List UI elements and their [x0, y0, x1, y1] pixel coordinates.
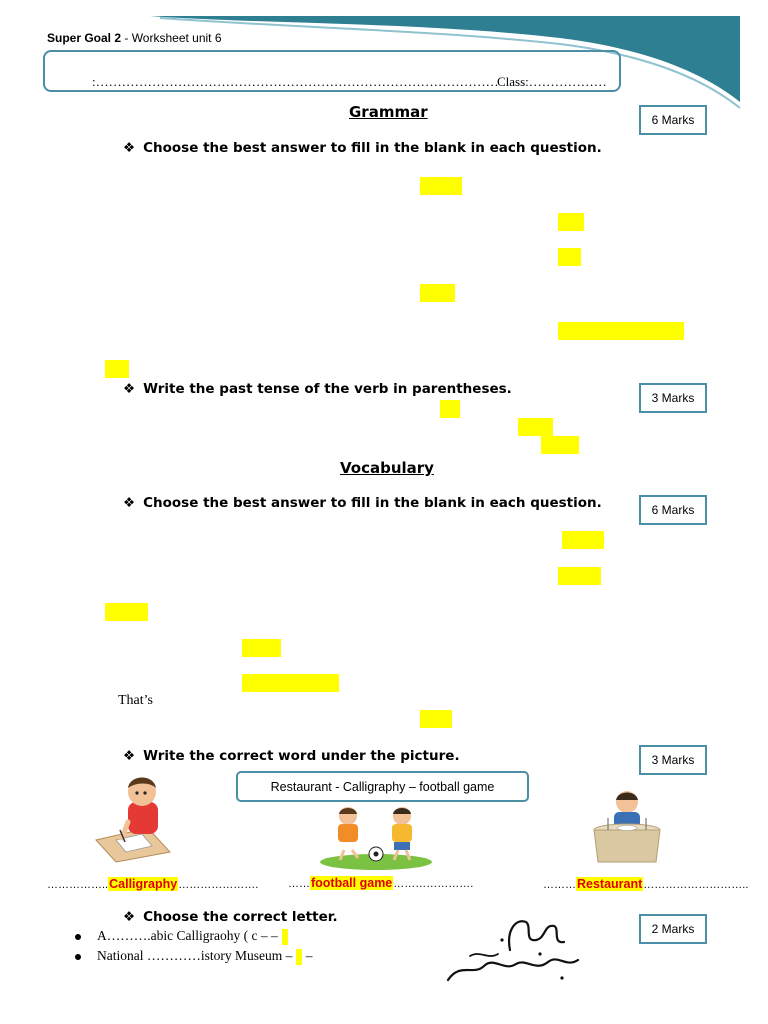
- answer-highlight: [420, 177, 462, 195]
- vocabulary-marks-badge: 6 Marks: [639, 495, 707, 525]
- answer-highlight: [541, 436, 579, 454]
- answer-word-calligraphy: Calligraphy: [109, 877, 178, 891]
- name-field[interactable]: :…………………………………………………………………………………: [92, 74, 499, 89]
- answer-highlight: [558, 248, 581, 266]
- answer-word-football-game: football game: [311, 876, 393, 890]
- diamond-bullet-icon: ❖: [123, 495, 136, 511]
- vocabulary-thats-text: That’s: [118, 693, 153, 708]
- list-item: National …………istory Museum – –: [75, 948, 313, 968]
- vocabulary-heading: Vocabulary: [340, 459, 434, 477]
- answer-highlight: [558, 567, 601, 585]
- bullet-dot-icon: [75, 934, 81, 940]
- kids-football-picture: [318, 806, 434, 870]
- bullet-dot-icon: [75, 954, 81, 960]
- past-tense-instruction: ❖ Write the past tense of the verb in parentheses.: [123, 381, 512, 397]
- answer-line-2: ……football game………………….: [288, 876, 474, 890]
- answer-word-restaurant: Restaurant: [577, 877, 643, 891]
- grammar-marks-badge: 6 Marks: [639, 105, 707, 135]
- answer-highlight: [242, 639, 281, 657]
- answer-highlight: [440, 400, 460, 418]
- answer-highlight: [282, 929, 288, 945]
- class-field[interactable]: Class:………………: [497, 74, 607, 89]
- vocabulary-instruction: ❖ Choose the best answer to fill in the blank in each question.: [123, 495, 602, 511]
- diamond-bullet-icon: ❖: [123, 381, 136, 397]
- grammar-heading: Grammar: [349, 103, 428, 121]
- answer-highlight: [518, 418, 553, 436]
- answer-highlight: [105, 603, 148, 621]
- letters-instruction: ❖ Choose the correct letter.: [123, 909, 338, 925]
- word-bank-box: Restaurant - Calligraphy – football game: [236, 771, 529, 802]
- answer-highlight: [558, 213, 584, 231]
- answer-highlight: [242, 674, 339, 692]
- answer-highlight: [558, 322, 684, 340]
- letters-list: [75, 928, 313, 968]
- answer-line-1: ……………..Calligraphy………………….: [47, 877, 259, 891]
- letters-marks-badge: 2 Marks: [639, 914, 707, 944]
- pictures-marks-badge: 3 Marks: [639, 745, 707, 775]
- answer-line-3: ………Restaurant………………………..: [543, 877, 749, 891]
- answer-highlight: [420, 284, 455, 302]
- diamond-bullet-icon: ❖: [123, 909, 136, 925]
- diamond-bullet-icon: ❖: [123, 748, 136, 764]
- pictures-instruction: ❖ Write the correct word under the picture.: [123, 748, 460, 764]
- answer-highlight: [562, 531, 604, 549]
- doc-title: Super Goal 2 - Worksheet unit 6: [47, 31, 222, 45]
- list-item: A……….abic Calligraohy ( c – –: [75, 928, 313, 948]
- signature-image: [440, 910, 590, 990]
- answer-highlight: [105, 360, 129, 378]
- restaurant-picture: [590, 788, 664, 866]
- answer-highlight: [420, 710, 452, 728]
- diamond-bullet-icon: ❖: [123, 140, 136, 156]
- boy-writing-picture: [92, 772, 172, 864]
- past-tense-marks-badge: 3 Marks: [639, 383, 707, 413]
- grammar-instruction: ❖ Choose the best answer to fill in the blank in each question.: [123, 140, 602, 156]
